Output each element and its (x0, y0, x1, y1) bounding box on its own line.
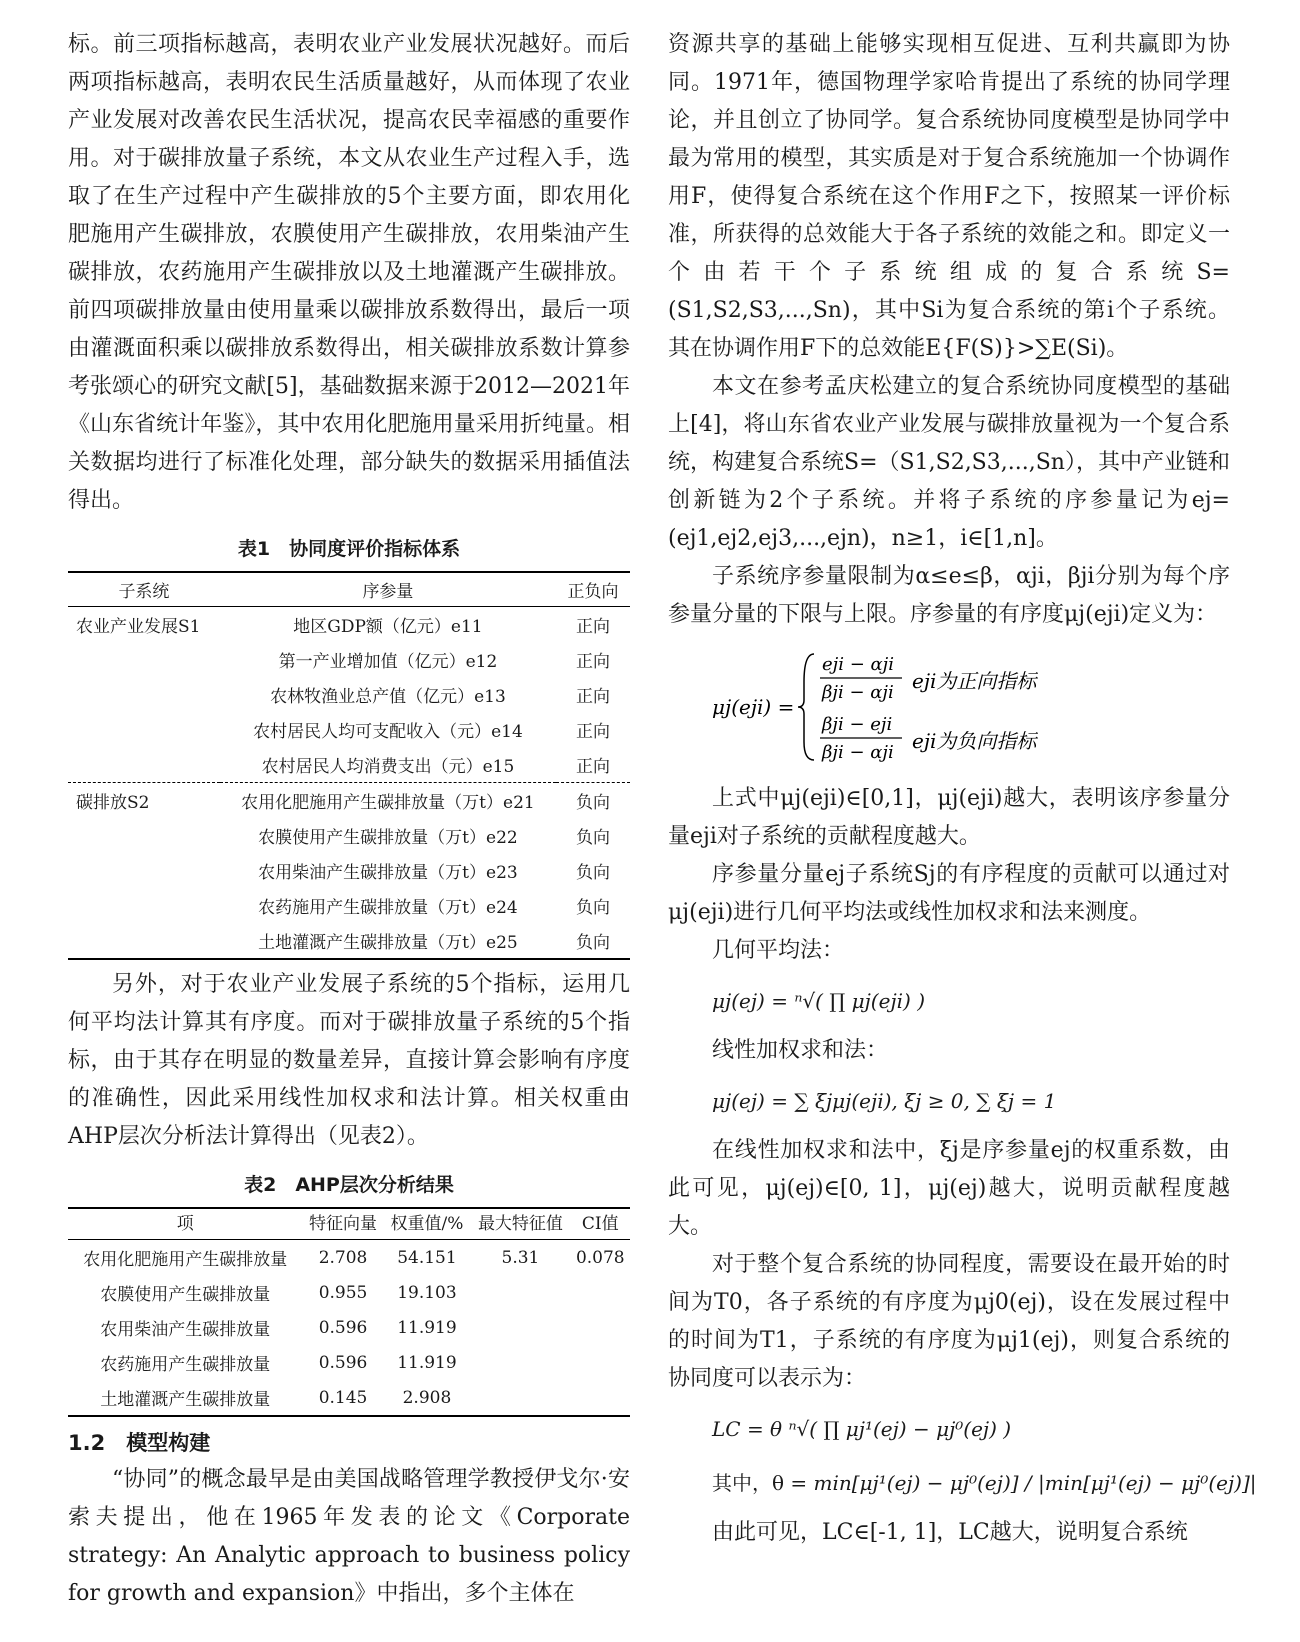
table-cell: 农林牧渔业总产值（亿元）e13 (270, 687, 506, 707)
table-cell: 0.955 (318, 1282, 368, 1303)
table-cell (470, 1345, 570, 1380)
table-row (68, 1275, 630, 1310)
table-cell (470, 1310, 570, 1345)
body-paragraph: 上式中μj(eji)∈[0,1]，μj(eji)越大，表明该序参量分量eji对子系统的贡献程度越大。 (668, 786, 1230, 849)
table-cell (68, 677, 220, 712)
body-paragraph: 本文在参考孟庆松建立的复合系统协同度模型的基础上[4]，将山东省农业产业发展与碳排放量视为一个复合系统，构建复合系统S=（S1,S2,S3,...,Sn），其中产业链和创新链为2个子系统。并将子系统的序参量记为ej=(ej1,ej2,ej3,...,ejn)，n≥1，i∈[1,n]。 (668, 374, 1230, 551)
table-header: CI值 (571, 1208, 630, 1240)
table-cell: 农业产业发展S1 (76, 617, 201, 637)
table-header: 特征向量 (302, 1208, 383, 1240)
table-cell: 0.078 (575, 1247, 625, 1268)
table-cell: 正向 (576, 617, 610, 637)
table-row (68, 1310, 630, 1345)
table-cell: 碳排放S2 (68, 783, 220, 819)
table-row (68, 677, 630, 712)
table-header: 项 (68, 1208, 302, 1240)
table-caption: 表1 协同度评价指标体系 (237, 538, 461, 560)
body-paragraph: 标。前三项指标越高，表明农业产业发展状况越好。而后两项指标越高，表明农民生活质量越好，从而体现了农业产业发展对改善农民生活状况，提高农民幸福感的重要作用。对于碳排放量子系统，本文从农业生产过程入手，选取了在生产过程中产生碳排放的5个主要方面，即农用化肥施用产生碳排放，农膜使用产生碳排放，农用柴油产生碳排放，农药施用产生碳排放以及土地灌溉产生碳排放。前四项碳排放量由使用量乘以碳排放系数得出，最后一项由灌溉面积乘以碳排放系数得出，相关碳排放系数计算参考张颂心的研究文献[5]，基础数据来源于2012—2021年《山东省统计年鉴》，其中农用化肥施用量采用折纯量。相关数据均进行了标准化处理，部分缺失的数据采用插值法得出。 (68, 32, 630, 513)
theta-formula: 其中，θ = min[μj¹(ej) − μj⁰(ej)] / |min[μj¹(ej) − μj⁰(ej)]| (712, 1471, 1257, 1495)
table-row (68, 923, 630, 959)
table-cell: 11.919 (397, 1317, 457, 1338)
ahp-table (68, 1207, 630, 1417)
table-header: 权重值/% (384, 1208, 471, 1240)
table-header: 最大特征值 (470, 1208, 570, 1240)
table-cell (571, 1345, 630, 1380)
table-cell (571, 1310, 630, 1345)
theta-label: 其中，θ = (712, 1471, 808, 1495)
table-cell: 正向 (576, 687, 610, 707)
table-row (68, 1345, 630, 1380)
table-cell: 0.596 (318, 1317, 368, 1338)
table-cell: 正向 (576, 757, 610, 777)
table-caption: 表2 AHP层次分析结果 (244, 1174, 454, 1196)
table-row (68, 747, 630, 783)
svg-text:βji − αji: βji − αji (822, 742, 894, 763)
table-cell (470, 1275, 570, 1310)
table-row (68, 1240, 630, 1276)
table-cell (68, 888, 220, 923)
table-row (68, 853, 630, 888)
body-paragraph: 在线性加权求和法中，ξj是序参量ej的权重系数，由此可见，μj(ej)∈[0, 1]，μj(ej)越大，说明贡献程度越大。 (668, 1138, 1230, 1239)
table-cell (68, 853, 220, 888)
table-header: 序参量 (220, 572, 556, 607)
table-cell: 农膜使用产生碳排放量（万t）e22 (258, 828, 518, 848)
table-cell: 农药施用产生碳排放量 (100, 1355, 271, 1375)
table-cell: 负向 (556, 783, 630, 819)
body-paragraph: 序参量分量ej子系统Sj的有序程度的贡献可以通过对μj(eji)进行几何平均法或线性加权求和法来测度。 (668, 862, 1230, 925)
body-paragraph: “协同”的概念最早是由美国战略管理学教授伊戈尔·安索夫提出，他在1965年发表的论文《Corporate strategy: An Analytic approach to business policy for growth and expansion》中指出，多个主体在 (68, 1467, 630, 1606)
table-cell (68, 747, 220, 783)
table-cell: 2.908 (384, 1380, 471, 1416)
table-cell: 19.103 (397, 1282, 457, 1303)
table-cell: 11.919 (397, 1352, 457, 1373)
table-cell: 农用柴油产生碳排放量 (100, 1320, 271, 1340)
table-cell: 农用化肥施用产生碳排放量 (83, 1250, 288, 1270)
table-row (68, 1380, 630, 1416)
table-cell: 土地灌溉产生碳排放量（万t）e25 (220, 923, 556, 959)
positive-indicator-label: eji为正向指标 (912, 669, 1037, 693)
table-row (68, 607, 630, 643)
table-cell: 第一产业增加值（亿元）e12 (278, 652, 498, 672)
table-header: 子系统 (68, 572, 220, 607)
table-cell: 农药施用产生碳排放量（万t）e24 (258, 898, 518, 918)
method-label: 几何平均法： (712, 938, 845, 963)
table-row (68, 888, 630, 923)
table-cell: 正向 (576, 722, 610, 742)
table-cell: 农膜使用产生碳排放量 (100, 1285, 271, 1305)
negative-indicator-label: eji为负向指标 (912, 729, 1037, 753)
table-cell: 农用化肥施用产生碳排放量（万t）e21 (220, 783, 556, 819)
left-column (68, 26, 630, 1613)
table-cell: 5.31 (501, 1247, 540, 1268)
table-cell: 0.145 (302, 1380, 383, 1416)
body-paragraph: 另外，对于农业产业发展子系统的5个指标，运用几何平均法计算其有序度。而对于碳排放量子系统的5个指标，由于其存在明显的数量差异，直接计算会影响有序度的准确性，因此采用线性加权求和法计算。相关权重由AHP层次分析法计算得出（见表2）。 (68, 972, 630, 1149)
indicator-table (68, 571, 630, 960)
table-cell: 农用柴油产生碳排放量（万t）e23 (258, 863, 518, 883)
table-cell (68, 923, 220, 959)
table-cell: 农村居民人均消费支出（元）e15 (261, 757, 515, 777)
table-cell (68, 712, 220, 747)
method-label: 线性加权求和法： (712, 1038, 889, 1063)
table-row (68, 642, 630, 677)
table-cell: 正向 (576, 652, 610, 672)
table-cell: 负向 (576, 898, 610, 918)
svg-text:βji − eji: βji − eji (822, 714, 893, 735)
right-column (668, 26, 1257, 1552)
table-cell: 54.151 (397, 1247, 457, 1268)
body-paragraph: 由此可见，LC∈[-1, 1]，LC越大，说明复合系统 (712, 1520, 1188, 1545)
section-heading: 1.2 模型构建 (68, 1431, 211, 1455)
geometric-mean-formula: μj(ej) = ⁿ√( ∏ μj(eji) ) (712, 989, 925, 1013)
table-row (68, 783, 630, 819)
body-paragraph: 对于整个复合系统的协同程度，需要设在最开始的时间为T0，各子系统的有序度为μj0(ej)，设在发展过程中的时间为T1，子系统的有序度为μj1(ej)，则复合系统的协同度可以表示为： (668, 1252, 1230, 1391)
table-cell: 0.596 (318, 1352, 368, 1373)
synergy-formula: LC = θ ⁿ√( ∏ μj¹(ej) − μj⁰(ej) ) (712, 1417, 1012, 1441)
ordering-degree-formula-graphic (712, 642, 1132, 772)
ordering-degree-formula (712, 642, 1230, 772)
table-cell: 负向 (576, 863, 610, 883)
table-cell: 2.708 (318, 1247, 368, 1268)
table-row (68, 818, 630, 853)
table-cell (470, 1380, 570, 1416)
body-paragraph: 子系统序参量限制为α≤e≤β，αji，βji分别为每个序参量分量的下限与上限。序参量的有序度μj(eji)定义为： (668, 564, 1230, 627)
table-cell (571, 1275, 630, 1310)
weighted-sum-formula: μj(ej) = ∑ ξjμj(eji), ξj ≥ 0, ∑ ξj = 1 (712, 1089, 1057, 1113)
table-cell: 农村居民人均可支配收入（元）e14 (253, 722, 523, 742)
table-row (68, 712, 630, 747)
body-paragraph: 资源共享的基础上能够实现相互促进、互利共赢即为协同。1971年，德国物理学家哈肯提出了系统的协同学理论，并且创立了协同学。复合系统协同度模型是协同学中最为常用的模型，其实质是对于复合系统施加一个协调作用F，使得复合系统在这个作用F之下，按照某一评价标准，所获得的总效能大于各子系统的效能之和。即定义一个由若干个子系统组成的复合系统S=(S1,S2,S3,...,Sn)，其中Si为复合系统的第i个子系统。其在协调作用F下的总效能E{F(S)}>∑E(Si)。 (668, 32, 1230, 361)
table-header: 正负向 (556, 572, 630, 607)
table-cell (571, 1380, 630, 1416)
svg-text:μj(eji) =: μj(eji) = (712, 695, 795, 719)
table-cell: 地区GDP额（亿元）e11 (293, 617, 483, 637)
table-cell: 负向 (556, 923, 630, 959)
table-cell (68, 818, 220, 853)
svg-text:βji − αji: βji − αji (822, 682, 894, 703)
svg-text:eji − αji: eji − αji (822, 654, 895, 675)
table-cell (68, 642, 220, 677)
table-cell: 土地灌溉产生碳排放量 (68, 1380, 302, 1416)
table-cell: 负向 (576, 828, 610, 848)
